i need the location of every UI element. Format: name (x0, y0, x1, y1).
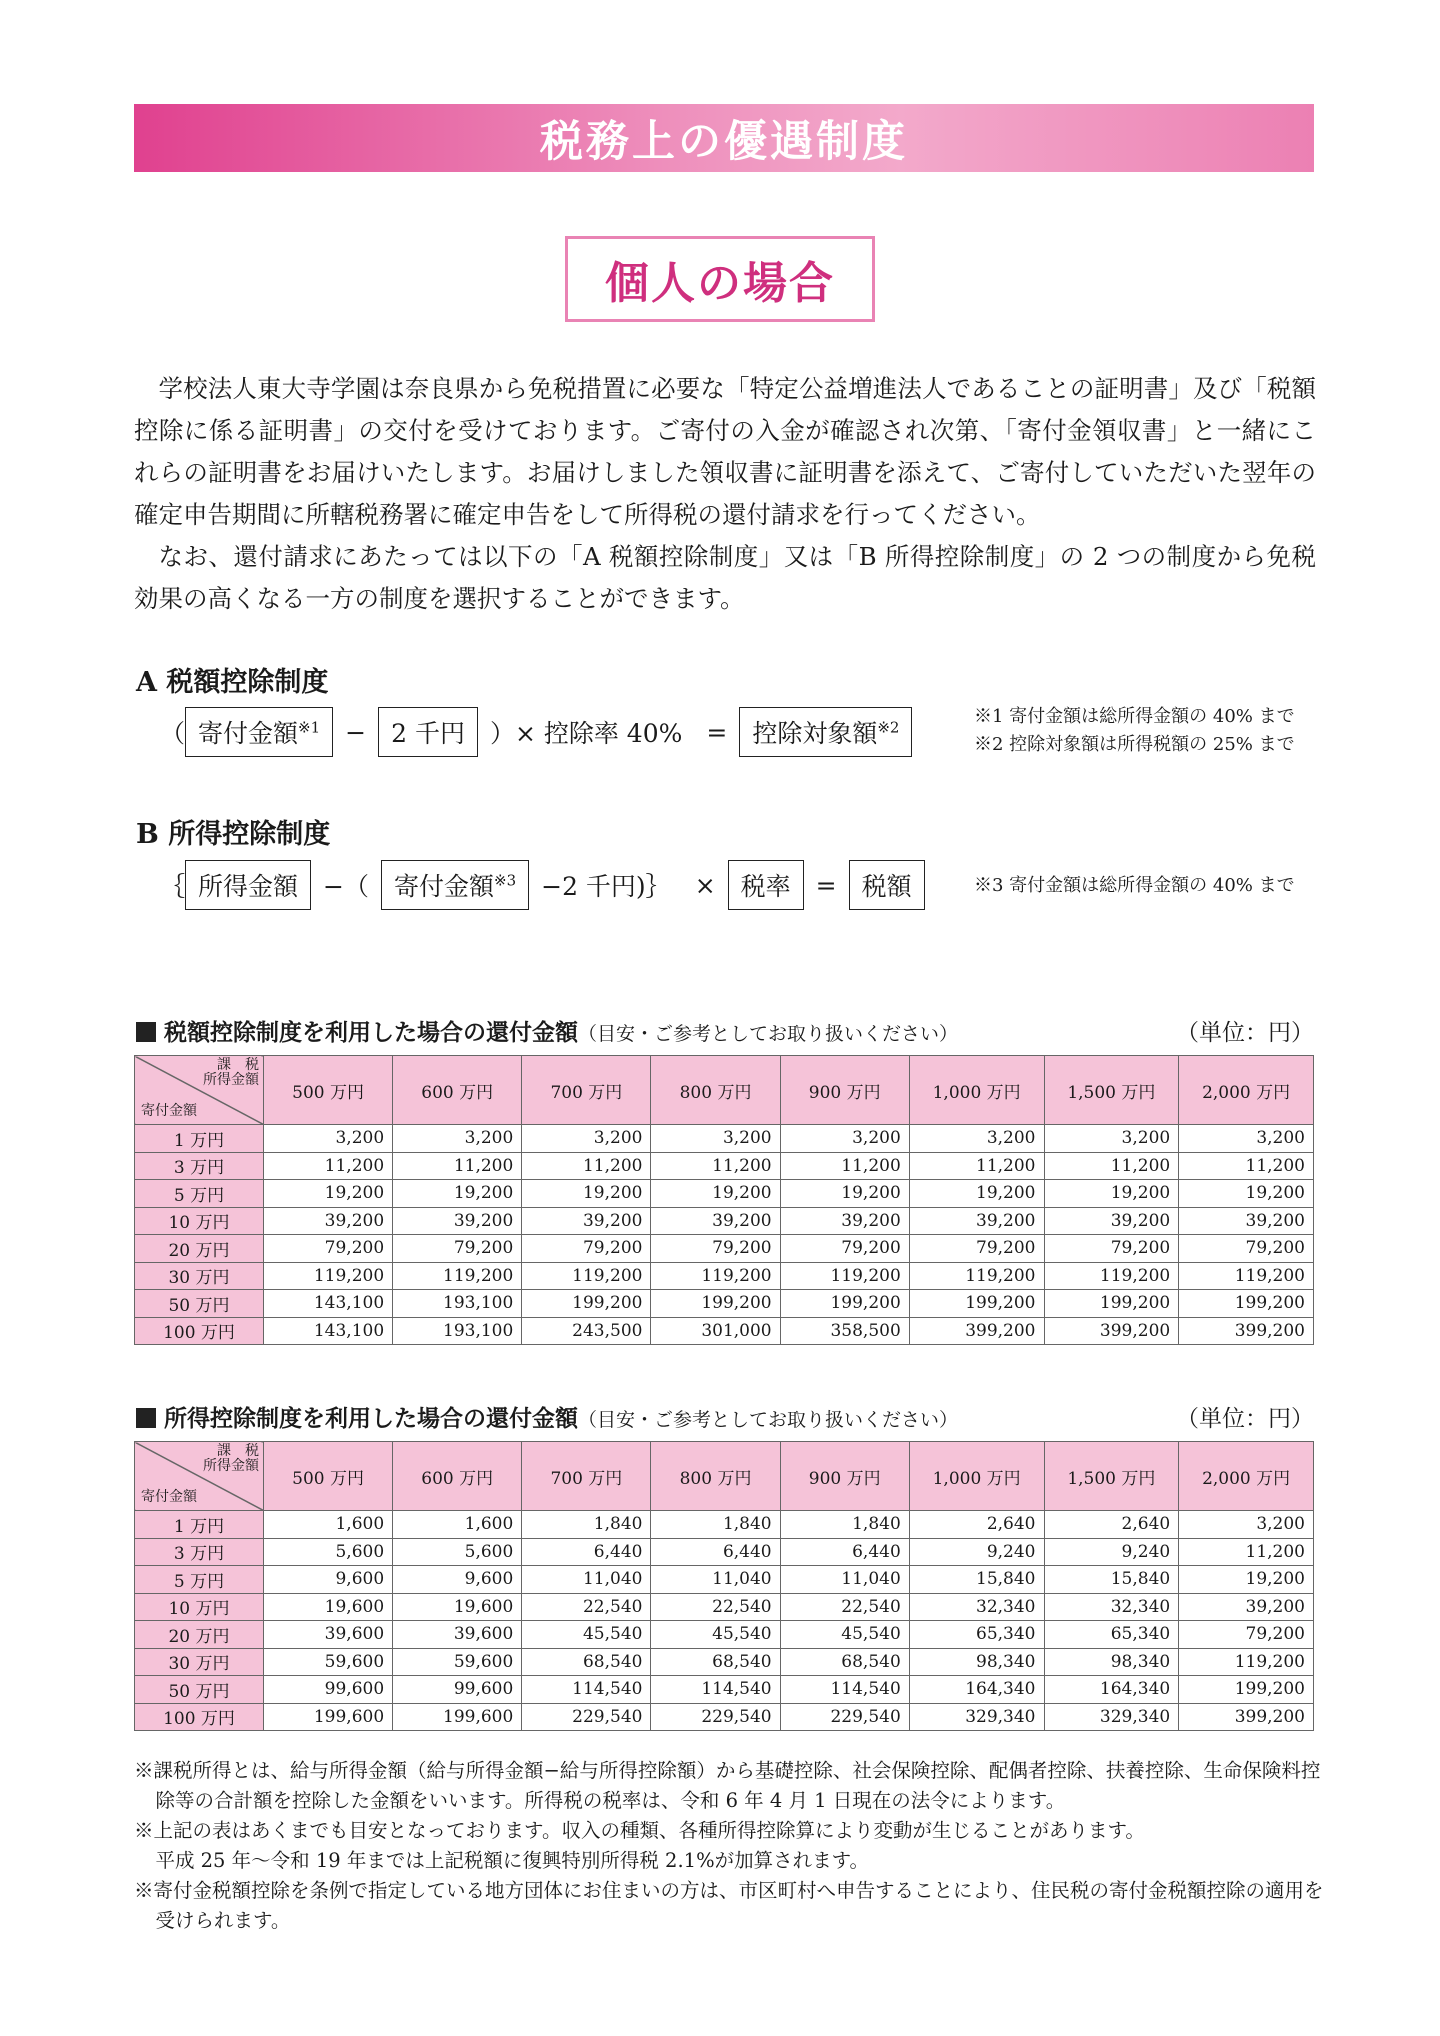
table-cell: 193,100 (393, 1317, 522, 1345)
section-b-note-3: ※3 寄付金額は総所得金額の 40% まで (974, 875, 1295, 896)
row-header: 100 万円 (135, 1703, 264, 1731)
formula-a-2000-box: 2 千円 (378, 707, 478, 757)
table-cell: 11,200 (780, 1152, 909, 1180)
table-cell: 65,340 (1044, 1621, 1179, 1649)
table-cell: 32,340 (1044, 1593, 1179, 1621)
table-cell: 3,200 (1179, 1125, 1314, 1153)
table-cell: 3,200 (393, 1125, 522, 1153)
table-cell: 199,200 (522, 1290, 651, 1318)
table-cell: 2,640 (909, 1511, 1044, 1539)
table-cell: 9,240 (1044, 1538, 1179, 1566)
table-b (134, 1441, 1314, 1731)
formula-b-donation-box (381, 860, 529, 910)
table-cell: 79,200 (651, 1235, 780, 1263)
table-cell: 79,200 (393, 1235, 522, 1263)
table-cell: 164,340 (909, 1676, 1044, 1704)
table-cell: 5,600 (264, 1538, 393, 1566)
table-cell: 11,200 (393, 1152, 522, 1180)
table-cell: 39,200 (1179, 1593, 1314, 1621)
table-cell: 11,200 (522, 1152, 651, 1180)
column-header: 700 万円 (522, 1442, 651, 1511)
formula-a-minus: − (345, 717, 367, 747)
table-header-row (135, 1442, 1314, 1511)
table-cell: 2,640 (1044, 1511, 1179, 1539)
table-cell: 6,440 (780, 1538, 909, 1566)
footnotes (134, 1756, 1324, 1936)
column-header: 900 万円 (780, 1442, 909, 1511)
corner-donation-label: 寄付金額 (141, 1489, 197, 1505)
table-row (135, 1621, 1314, 1649)
table-cell: 199,200 (909, 1290, 1044, 1318)
table-b-title-text: 所得控除制度を利用した場合の還付金額 (164, 1405, 578, 1432)
table-cell: 19,200 (522, 1180, 651, 1208)
table-cell: 79,200 (522, 1235, 651, 1263)
table-cell: 11,040 (780, 1566, 909, 1594)
table-cell: 119,200 (909, 1262, 1044, 1290)
table-cell: 11,040 (522, 1566, 651, 1594)
table-a-title (136, 1014, 958, 1047)
table-cell: 9,600 (264, 1566, 393, 1594)
column-header: 700 万円 (522, 1056, 651, 1125)
table-cell: 3,200 (1044, 1125, 1179, 1153)
formula-b-minus2: −2 千円)｝ (541, 872, 671, 901)
row-header: 30 万円 (135, 1262, 264, 1290)
table-cell: 19,200 (264, 1180, 393, 1208)
table-cell: 229,540 (780, 1703, 909, 1731)
table-row (135, 1290, 1314, 1318)
table-cell: 19,200 (393, 1180, 522, 1208)
table-cell: 39,200 (651, 1207, 780, 1235)
footnote-3: 平成 25 年〜令和 19 年までは上記税額に復興特別所得税 2.1%が加算されます。 (155, 1849, 870, 1872)
table-cell: 45,540 (780, 1621, 909, 1649)
row-header: 50 万円 (135, 1290, 264, 1318)
table-cell: 22,540 (651, 1593, 780, 1621)
column-header: 800 万円 (651, 1056, 780, 1125)
table-cell: 39,200 (1044, 1207, 1179, 1235)
corner-income-label: 課 税 所得金額 (203, 1443, 259, 1474)
table-cell: 11,200 (1179, 1538, 1314, 1566)
table-cell: 3,200 (909, 1125, 1044, 1153)
table-cell: 399,200 (1179, 1317, 1314, 1345)
table-cell: 358,500 (780, 1317, 909, 1345)
table-cell: 19,200 (1179, 1180, 1314, 1208)
table-cell: 79,200 (264, 1235, 393, 1263)
table-row (135, 1648, 1314, 1676)
table-cell: 6,440 (522, 1538, 651, 1566)
row-header: 30 万円 (135, 1648, 264, 1676)
title-banner (134, 104, 1314, 172)
table-cell: 399,200 (1179, 1703, 1314, 1731)
table-cell: 99,600 (264, 1676, 393, 1704)
footnote-1: ※課税所得とは、給与所得金額（給与所得金額−給与所得控除額）から基礎控除、社会保険控除、配偶者控除、扶養控除、生命保険料控除等の合計額を控除した金額をいいます。所得税の税率は、令和 6 年 4 月 1 日現在の法令によります。 (134, 1759, 1321, 1812)
table-cell: 329,340 (1044, 1703, 1179, 1731)
corner-donation-label: 寄付金額 (141, 1103, 197, 1119)
formula-a-close-mult: ）× 控除率 40% (489, 719, 683, 748)
table-cell: 199,200 (1179, 1290, 1314, 1318)
table-a-title-note: （目安・ご参考としてお取り扱いください） (578, 1023, 959, 1045)
table-cell: 68,540 (522, 1648, 651, 1676)
table-cell: 39,200 (522, 1207, 651, 1235)
table-cell: 19,200 (651, 1180, 780, 1208)
formula-b-equals: = (815, 870, 837, 900)
column-header: 1,000 万円 (909, 1442, 1044, 1511)
column-header: 1,500 万円 (1044, 1056, 1179, 1125)
intro-paragraph-1: 学校法人東大寺学園は奈良県から免税措置に必要な「特定公益増進法人であることの証明書」及び「税額控除に係る証明書」の交付を受けております。ご寄付の入金が確認され次第、「寄付金領収書」と一緒にこれらの証明書をお届けいたします。お届けしました領収書に証明書を添えて、ご寄付していただいた翌年の確定申告期間に所轄税務署に確定申告をして所得税の還付請求を行ってください。 (134, 374, 1316, 529)
table-row (135, 1152, 1314, 1180)
table-cell: 22,540 (780, 1593, 909, 1621)
formula-b-open: ｛ (160, 872, 186, 901)
table-cell: 229,540 (651, 1703, 780, 1731)
table-a-caption (136, 1014, 1314, 1047)
table-cell: 399,200 (1044, 1317, 1179, 1345)
table-cell: 11,200 (651, 1152, 780, 1180)
table-cell: 1,600 (393, 1511, 522, 1539)
table-cell: 19,200 (780, 1180, 909, 1208)
table-row (135, 1317, 1314, 1345)
table-cell: 79,200 (909, 1235, 1044, 1263)
table-cell: 229,540 (522, 1703, 651, 1731)
table-cell: 119,200 (651, 1262, 780, 1290)
table-row (135, 1538, 1314, 1566)
table-cell: 399,200 (909, 1317, 1044, 1345)
table-cell: 329,340 (909, 1703, 1044, 1731)
table-cell: 1,840 (780, 1511, 909, 1539)
square-bullet-icon (136, 1408, 156, 1428)
footnote-2: ※上記の表はあくまでも目安となっております。収入の種類、各種所得控除算により変動が生じることがあります。 (134, 1819, 1145, 1842)
table-cell: 79,200 (780, 1235, 909, 1263)
table-cell: 114,540 (780, 1676, 909, 1704)
row-header: 20 万円 (135, 1621, 264, 1649)
table-cell: 19,600 (264, 1593, 393, 1621)
page-subtitle: 個人の場合 (605, 258, 835, 309)
section-a-formula (160, 707, 912, 757)
table-cell: 65,340 (909, 1621, 1044, 1649)
table-cell: 199,600 (264, 1703, 393, 1731)
row-header: 10 万円 (135, 1207, 264, 1235)
table-row (135, 1511, 1314, 1539)
table-cell: 39,600 (264, 1621, 393, 1649)
table-cell: 15,840 (1044, 1566, 1179, 1594)
table-cell: 243,500 (522, 1317, 651, 1345)
table-cell: 98,340 (1044, 1648, 1179, 1676)
table-cell: 11,200 (909, 1152, 1044, 1180)
column-header: 900 万円 (780, 1056, 909, 1125)
table-cell: 3,200 (1179, 1511, 1314, 1539)
row-header: 5 万円 (135, 1180, 264, 1208)
table-cell: 9,240 (909, 1538, 1044, 1566)
table-cell: 1,600 (264, 1511, 393, 1539)
table-cell: 39,200 (264, 1207, 393, 1235)
table-cell: 15,840 (909, 1566, 1044, 1594)
column-header: 500 万円 (264, 1056, 393, 1125)
table-b-title (136, 1400, 958, 1433)
table-row (135, 1593, 1314, 1621)
table-cell: 164,340 (1044, 1676, 1179, 1704)
table-cell: 119,200 (264, 1262, 393, 1290)
table-cell: 39,200 (1179, 1207, 1314, 1235)
column-header: 600 万円 (393, 1056, 522, 1125)
formula-b-donation-sup: ※3 (494, 871, 517, 890)
table-cell: 199,200 (1044, 1290, 1179, 1318)
formula-b-tax-box: 税額 (849, 860, 925, 910)
formula-b-income-box: 所得金額 (185, 860, 311, 910)
square-bullet-icon (136, 1022, 156, 1042)
table-cell: 119,200 (780, 1262, 909, 1290)
table-cell: 301,000 (651, 1317, 780, 1345)
row-header: 10 万円 (135, 1593, 264, 1621)
table-corner-header (135, 1442, 264, 1511)
formula-a-donation-sup: ※1 (298, 718, 321, 737)
table-cell: 19,200 (1044, 1180, 1179, 1208)
table-cell: 19,200 (909, 1180, 1044, 1208)
table-cell: 193,100 (393, 1290, 522, 1318)
table-cell: 39,600 (393, 1621, 522, 1649)
table-cell: 1,840 (522, 1511, 651, 1539)
table-cell: 11,200 (1179, 1152, 1314, 1180)
table-row (135, 1676, 1314, 1704)
formula-b-rate-box: 税率 (728, 860, 804, 910)
table-cell: 199,200 (780, 1290, 909, 1318)
row-header: 3 万円 (135, 1538, 264, 1566)
column-header: 2,000 万円 (1179, 1056, 1314, 1125)
table-cell: 59,600 (393, 1648, 522, 1676)
table-cell: 1,840 (651, 1511, 780, 1539)
formula-b-mult: × (694, 870, 716, 900)
table-cell: 45,540 (522, 1621, 651, 1649)
intro-text (134, 368, 1316, 620)
formula-a-result-box (739, 707, 912, 757)
formula-a-donation-box (185, 707, 333, 757)
formula-a-result-label: 控除対象額 (752, 719, 878, 748)
table-cell: 32,340 (909, 1593, 1044, 1621)
table-cell: 45,540 (651, 1621, 780, 1649)
table-cell: 11,200 (264, 1152, 393, 1180)
table-cell: 114,540 (522, 1676, 651, 1704)
row-header: 20 万円 (135, 1235, 264, 1263)
table-cell: 22,540 (522, 1593, 651, 1621)
table-cell: 199,200 (1179, 1676, 1314, 1704)
table-b-caption (136, 1400, 1314, 1433)
table-corner-header (135, 1056, 264, 1125)
table-cell: 11,040 (651, 1566, 780, 1594)
row-header: 1 万円 (135, 1125, 264, 1153)
table-cell: 199,600 (393, 1703, 522, 1731)
table-header-row (135, 1056, 1314, 1125)
section-a-heading: A 税額控除制度 (136, 667, 329, 698)
footnote-4: ※寄付金税額控除を条例で指定している地方団体にお住まいの方は、市区町村へ申告することにより、住民税の寄付金税額控除の適用を受けられます。 (134, 1879, 1324, 1932)
formula-a-result-sup: ※2 (877, 718, 900, 737)
table-cell: 3,200 (264, 1125, 393, 1153)
table-row (135, 1125, 1314, 1153)
intro-paragraph-2: なお、還付請求にあたっては以下の「A 税額控除制度」又は「B 所得控除制度」の 2 つの制度から免税効果の高くなる一方の制度を選択することができます。 (134, 542, 1316, 613)
formula-a-open: （ (160, 719, 186, 748)
section-a-note-1: ※1 寄付金額は総所得金額の 40% まで (974, 706, 1295, 727)
table-cell: 39,200 (909, 1207, 1044, 1235)
row-header: 1 万円 (135, 1511, 264, 1539)
table-cell: 68,540 (651, 1648, 780, 1676)
table-cell: 119,200 (1179, 1262, 1314, 1290)
table-a-title-text: 税額控除制度を利用した場合の還付金額 (164, 1019, 578, 1046)
table-row (135, 1180, 1314, 1208)
column-header: 800 万円 (651, 1442, 780, 1511)
table-cell: 9,600 (393, 1566, 522, 1594)
row-header: 3 万円 (135, 1152, 264, 1180)
section-b-heading: B 所得控除制度 (136, 819, 331, 850)
table-cell: 11,200 (1044, 1152, 1179, 1180)
column-header: 1,500 万円 (1044, 1442, 1179, 1511)
table-b-title-note: （目安・ご参考としてお取り扱いください） (578, 1409, 959, 1431)
table-cell: 119,200 (393, 1262, 522, 1290)
table-cell: 143,100 (264, 1317, 393, 1345)
table-cell: 3,200 (651, 1125, 780, 1153)
table-cell: 79,200 (1179, 1621, 1314, 1649)
table-cell: 59,600 (264, 1648, 393, 1676)
table-cell: 5,600 (393, 1538, 522, 1566)
table-cell: 199,200 (651, 1290, 780, 1318)
corner-income-label: 課 税 所得金額 (203, 1057, 259, 1088)
column-header: 600 万円 (393, 1442, 522, 1511)
column-header: 2,000 万円 (1179, 1442, 1314, 1511)
table-a-unit: （単位：円） (1176, 1020, 1314, 1046)
section-a-notes (974, 703, 1295, 759)
table-cell: 19,600 (393, 1593, 522, 1621)
column-header: 500 万円 (264, 1442, 393, 1511)
column-header: 1,000 万円 (909, 1056, 1044, 1125)
table-cell: 79,200 (1044, 1235, 1179, 1263)
table-b-unit: （単位：円） (1176, 1406, 1314, 1432)
row-header: 5 万円 (135, 1566, 264, 1594)
formula-b-minus-open: −（ (323, 872, 369, 901)
formula-b-donation-label: 寄付金額 (393, 872, 494, 901)
table-cell: 39,200 (780, 1207, 909, 1235)
formula-a-equals: = (706, 717, 728, 747)
section-b-formula (160, 860, 925, 910)
table-row (135, 1703, 1314, 1731)
table-row (135, 1207, 1314, 1235)
table-row (135, 1235, 1314, 1263)
table-row (135, 1566, 1314, 1594)
row-header: 100 万円 (135, 1317, 264, 1345)
table-cell: 98,340 (909, 1648, 1044, 1676)
table-cell: 114,540 (651, 1676, 780, 1704)
table-cell: 119,200 (522, 1262, 651, 1290)
table-cell: 19,200 (1179, 1566, 1314, 1594)
table-cell: 3,200 (780, 1125, 909, 1153)
subtitle-box (565, 236, 875, 322)
table-cell: 68,540 (780, 1648, 909, 1676)
table-cell: 3,200 (522, 1125, 651, 1153)
table-cell: 143,100 (264, 1290, 393, 1318)
table-cell: 6,440 (651, 1538, 780, 1566)
table-row (135, 1262, 1314, 1290)
row-header: 50 万円 (135, 1676, 264, 1704)
table-cell: 39,200 (393, 1207, 522, 1235)
table-a (134, 1055, 1314, 1345)
section-a-note-2: ※2 控除対象額は所得税額の 25% まで (974, 734, 1295, 755)
page-title: 税務上の優遇制度 (540, 116, 908, 167)
table-cell: 99,600 (393, 1676, 522, 1704)
formula-a-donation-label: 寄付金額 (198, 719, 299, 748)
table-cell: 119,200 (1179, 1648, 1314, 1676)
table-cell: 119,200 (1044, 1262, 1179, 1290)
table-cell: 79,200 (1179, 1235, 1314, 1263)
